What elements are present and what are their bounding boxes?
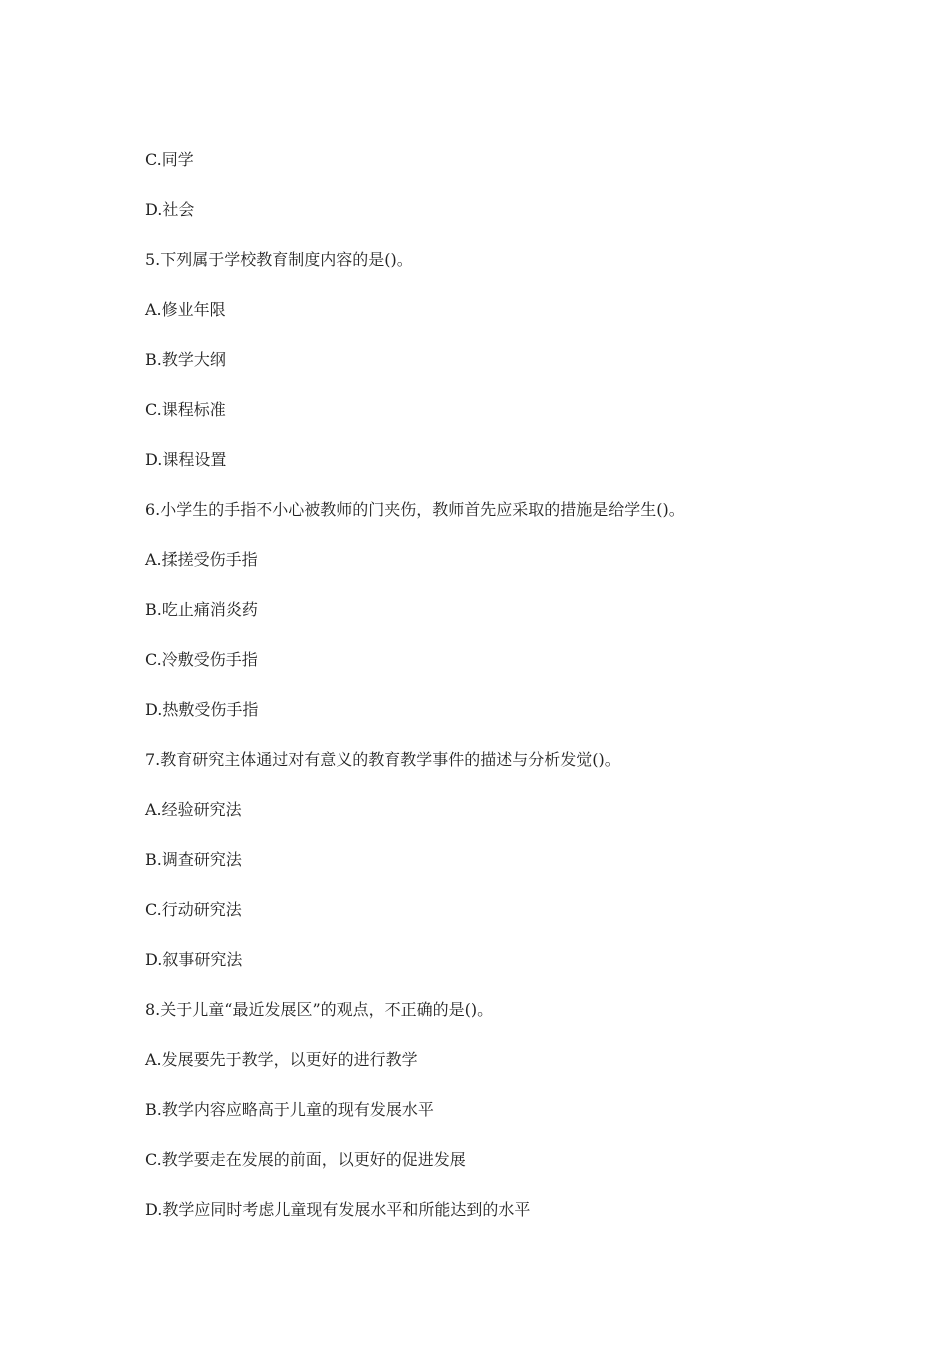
option-d-q4: D.社会 bbox=[145, 200, 195, 219]
option-c-q6: C.冷敷受伤手指 bbox=[145, 650, 258, 669]
option-d-q8: D.教学应同时考虑儿童现有发展水平和所能达到的水平 bbox=[145, 1200, 531, 1219]
option-c-q4: C.同学 bbox=[145, 150, 194, 169]
question-6: 6.小学生的手指不小心被教师的门夹伤，教师首先应采取的措施是给学生()。 bbox=[145, 500, 685, 519]
option-b-q6: B.吃止痛消炎药 bbox=[145, 600, 258, 619]
question-7: 7.教育研究主体通过对有意义的教育教学事件的描述与分析发觉()。 bbox=[145, 750, 621, 769]
option-c-q5: C.课程标准 bbox=[145, 400, 226, 419]
option-b-q8: B.教学内容应略高于儿童的现有发展水平 bbox=[145, 1100, 434, 1119]
question-5: 5.下列属于学校教育制度内容的是()。 bbox=[145, 250, 413, 269]
option-b-q5: B.教学大纲 bbox=[145, 350, 226, 369]
option-d-q6: D.热敷受伤手指 bbox=[145, 700, 259, 719]
option-a-q6: A.揉搓受伤手指 bbox=[145, 550, 258, 569]
option-d-q5: D.课程设置 bbox=[145, 450, 227, 469]
question-list bbox=[145, 147, 845, 1247]
option-a-q7: A.经验研究法 bbox=[145, 800, 242, 819]
option-a-q5: A.修业年限 bbox=[145, 300, 226, 319]
option-c-q7: C.行动研究法 bbox=[145, 900, 242, 919]
question-8: 8.关于儿童“最近发展区”的观点，不正确的是()。 bbox=[145, 1000, 494, 1019]
option-d-q7: D.叙事研究法 bbox=[145, 950, 243, 969]
option-a-q8: A.发展要先于教学，以更好的进行教学 bbox=[145, 1050, 418, 1069]
option-c-q8: C.教学要走在发展的前面，以更好的促进发展 bbox=[145, 1150, 466, 1169]
option-b-q7: B.调查研究法 bbox=[145, 850, 242, 869]
